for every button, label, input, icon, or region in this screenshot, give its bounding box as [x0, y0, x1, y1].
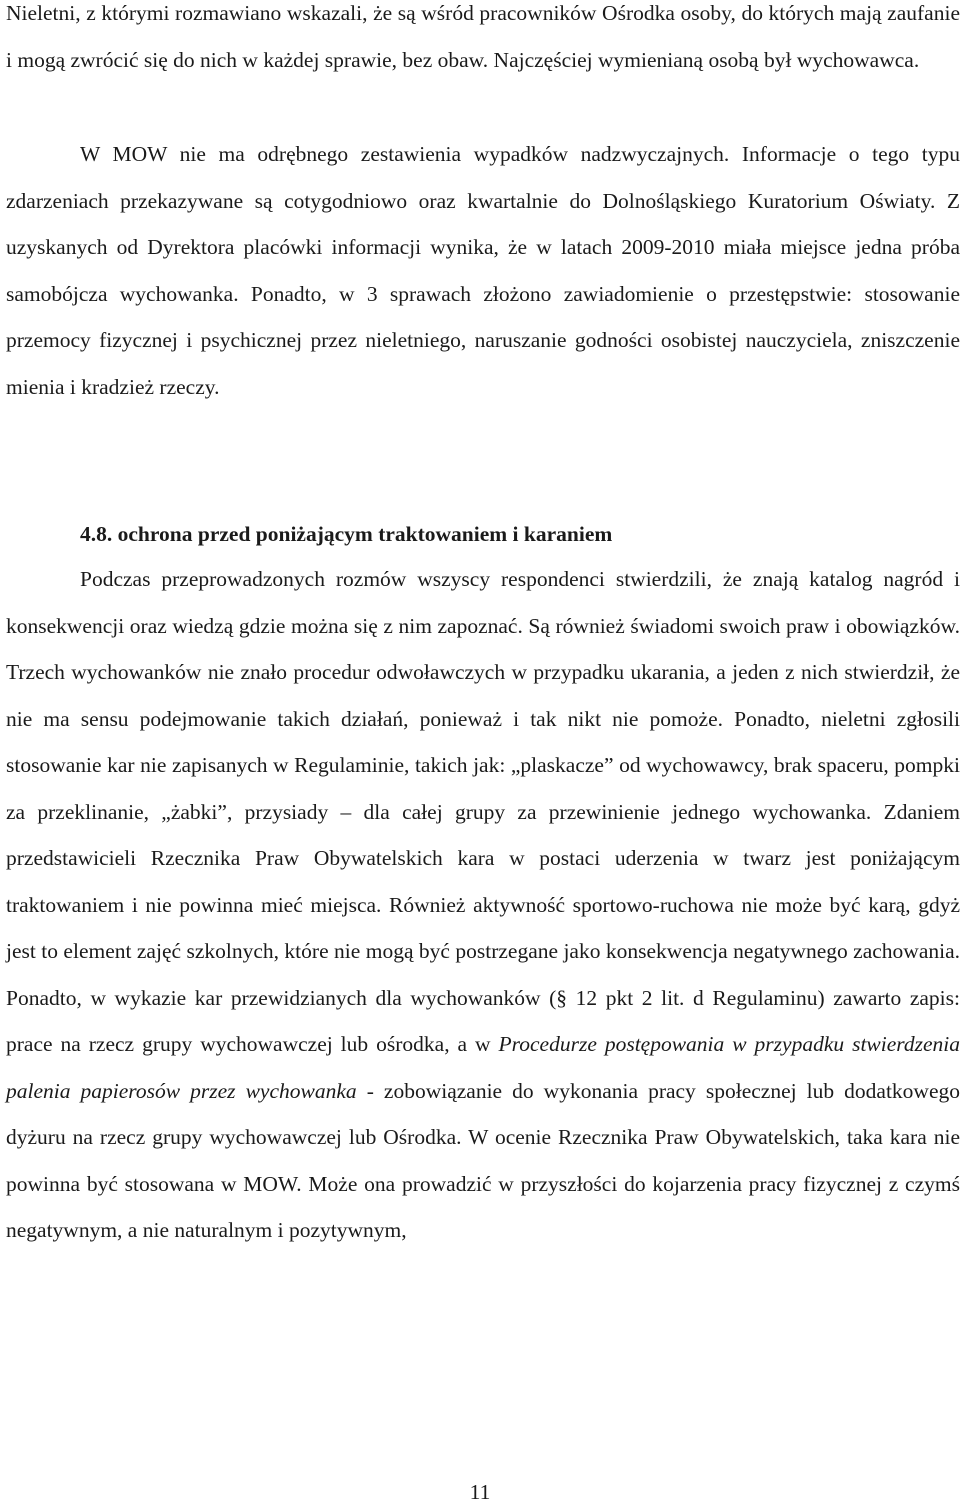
page-number: 11 — [469, 1480, 491, 1504]
paragraph-incidents — [6, 131, 960, 410]
paragraph-trusted-staff: Nieletni, z którymi rozmawiano wskazali, że są wśród pracowników Ośrodka osoby, do których mają zaufanie i mogą zwrócić się do nich w każdej sprawie, bez obaw. Najczęściej wymienianą osobą był wychowawca. — [6, 1, 960, 72]
paragraph-punishment-text-1: Podczas przeprowadzonych rozmów wszyscy respondenci stwierdzili, że znają katalog nagród i konsekwencji oraz wiedzą gdzie można się z nim zapoznać. Są również świadomi swoich praw i obowiązków. Trzech wychowanków nie znało procedur odwoławczych w przypadku ukarania, a jeden z nich stwierdził, że nie ma sensu podejmowanie takich działań, ponieważ i tak nikt nie pomoże. Ponadto, nieletni zgłosili stosowanie kar nie zapisanych w Regulaminie, takich jak: „plaskacze” od wychowawcy, brak spaceru, pompki za przeklinanie, „żabki”, przysiady – dla całej grupy za przewinienie jednego wychowanka. Zdaniem przedstawicieli Rzecznika Praw Obywatelskich kara w postaci uderzenia w twarz jest poniżającym traktowaniem i nie powinna mieć miejsca. Również aktywność sportowo-ruchowa nie może być karą, gdyż jest to element zajęć szkolnych, które nie mogą być postrzegane jako konsekwencja negatywnego zachowania. Ponadto, w wykazie kar przewidzianych dla wychowanków (§ 12 pkt 2 lit. d Regulaminu) zawarto zapis: prace na rzecz grupy wychowawczej lub ośrodka, a w — [6, 567, 960, 1056]
paragraph-incidents-text: W MOW nie ma odrębnego zestawienia wypadków nadzwyczajnych. Informacje o tego typu zdarzeniach przekazywane są cotygodniowo oraz kwartalnie do Dolnośląskiego Kuratorium Oświaty. Z uzyskanych od Dyrektora placówki informacji wynika, że w latach 2009-2010 miała miejsce jedna próba samobójcza wychowanka. Ponadto, w 3 sprawach złożono zawiadomienie o przestępstwie: stosowanie przemocy fizycznej i psychicznej przez nieletniego, naruszanie godności osobistej nauczyciela, zniszczenie mienia i kradzież rzeczy. — [6, 142, 960, 399]
procedure-title-italic: Procedurze postępowania w przypadku stwierdzenia palenia papierosów przez wychowanka — [6, 1032, 960, 1103]
paragraph-punishment — [6, 556, 960, 1254]
section-heading: 4.8. ochrona przed poniżającym traktowaniem i karaniem — [80, 522, 613, 546]
paragraph-punishment-text-2: - zobowiązanie do wykonania pracy społecznej lub dodatkowego dyżuru na rzecz grupy wychowawczej lub Ośrodka. W ocenie Rzecznika Praw Obywatelskich, taka kara nie powinna być stosowana w MOW. Może ona prowadzić w przyszłości do kojarzenia pracy fizycznej z czymś negatywnym, a nie naturalnym i pozytywnym, — [6, 1078, 960, 1242]
